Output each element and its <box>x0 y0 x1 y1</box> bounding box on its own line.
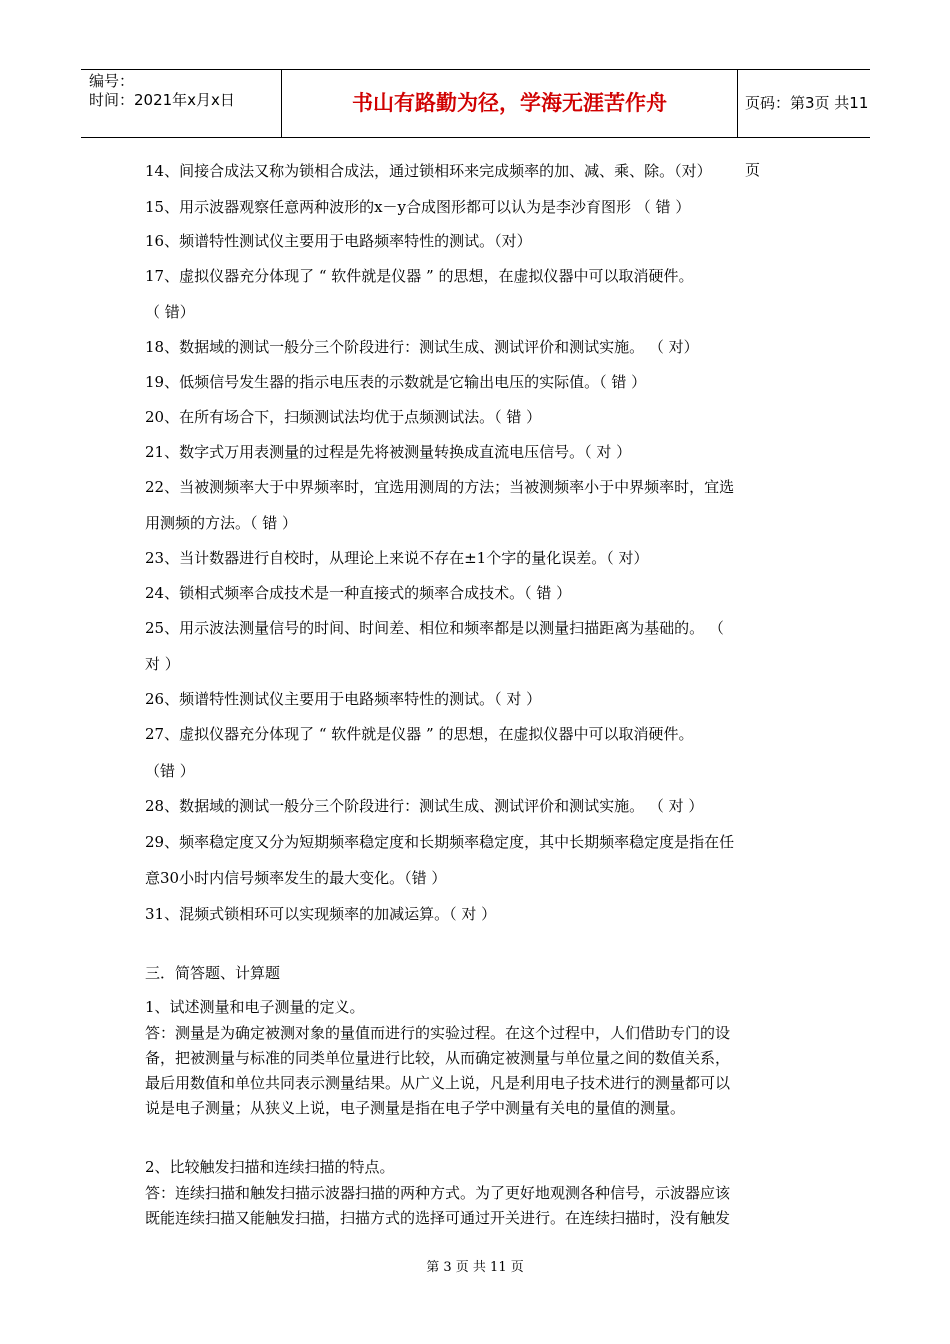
item-18: 18、数据域的测试一般分三个阶段进行：测试生成、测试评价和测试实施。 （ 对） <box>145 338 699 356</box>
item-31: 31、混频式锁相环可以实现频率的加减运算。（ 对 ） <box>145 905 497 923</box>
number-label: 编号： <box>89 72 135 90</box>
item-14: 14、间接合成法又称为锁相合成法，通过锁相环来完成频率的加、减、乘、除。（对） <box>145 162 712 180</box>
item-15: 15、用示波器观察任意两种波形的x－y合成图形都可以认为是李沙育图形 （ 错 ） <box>145 198 691 216</box>
section-heading: 三．简答题、计算题 <box>145 964 281 982</box>
item-22: 22、当被测频率大于中界频率时，宜选用测周的方法；当被测频率小于中界频率时，宜选 <box>145 478 735 496</box>
answer-1-line-1: 答：测量是为确定被测对象的量值而进行的实验过程。在这个过程中，人们借助专门的设 <box>145 1024 731 1042</box>
item-17-cont: （ 错） <box>145 303 195 321</box>
answer-2-line-1: 答：连续扫描和触发扫描示波器扫描的两种方式。为了更好地观测各种信号，示波器应该 <box>145 1184 731 1202</box>
item-27: 27、虚拟仪器充分体现了 “ 软件就是仪器 ” 的思想，在虚拟仪器中可以取消硬件。 <box>145 725 694 743</box>
item-16: 16、频谱特性测试仪主要用于电路频率特性的测试。（对） <box>145 232 532 250</box>
answer-1-line-3: 最后用数值和单位共同表示测量结果。从广义上说，凡是利用电子技术进行的测量都可以 <box>145 1074 731 1092</box>
question-1: 1、试述测量和电子测量的定义。 <box>145 998 365 1016</box>
item-28: 28、数据域的测试一般分三个阶段进行：测试生成、测试评价和测试实施。 （ 对 ） <box>145 797 704 815</box>
page-footer: 第 3 页 共 11 页 <box>426 1260 524 1275</box>
item-21: 21、数字式万用表测量的过程是先将被测量转换成直流电压信号。（ 对 ） <box>145 443 632 461</box>
item-25: 25、用示波法测量信号的时间、时间差、相位和频率都是以测量扫描距离为基础的。 （ <box>145 619 724 637</box>
question-2: 2、比较触发扫描和连续扫描的特点。 <box>145 1158 395 1176</box>
item-22-cont: 用测频的方法。（ 错 ） <box>145 514 298 532</box>
header-page-info: 页码：第3页 共11页 <box>745 94 869 179</box>
answer-1-line-4: 说是电子测量；从狭义上说，电子测量是指在电子学中测量有关电的量值的测量。 <box>145 1099 686 1117</box>
item-26: 26、频谱特性测试仪主要用于电路频率特性的测试。（ 对 ） <box>145 690 542 708</box>
item-17: 17、虚拟仪器充分体现了 “ 软件就是仪器 ” 的思想，在虚拟仪器中可以取消硬件。 <box>145 267 694 285</box>
item-25-cont: 对 ） <box>145 655 180 673</box>
time-label: 时间：2021年x月x日 <box>89 91 235 109</box>
item-29-cont: 意30小时内信号频率发生的最大变化。（错 ） <box>145 869 447 887</box>
answer-1-line-2: 备，把被测量与标准的同类单位量进行比较，从而确定被测量与单位量之间的数值关系， <box>145 1049 731 1067</box>
item-24: 24、锁相式频率合成技术是一种直接式的频率合成技术。（ 错 ） <box>145 584 572 602</box>
header-meta <box>81 70 282 137</box>
header-motto: 书山有路勤为径，学海无涯苦作舟 <box>282 70 738 137</box>
answer-2-line-2: 既能连续扫描又能触发扫描，扫描方式的选择可通过开关进行。在连续扫描时，没有触发 <box>145 1209 731 1227</box>
item-19: 19、低频信号发生器的指示电压表的示数就是它输出电压的实际值。（ 错 ） <box>145 373 647 391</box>
item-27-cont: （错 ） <box>145 762 195 780</box>
item-29: 29、频率稳定度又分为短期频率稳定度和长期频率稳定度，其中长期频率稳定度是指在任 <box>145 833 735 851</box>
item-20: 20、在所有场合下，扫频测试法均优于点频测试法。（ 错 ） <box>145 408 542 426</box>
item-23: 23、当计数器进行自校时，从理论上来说不存在±1个字的量化误差。（ 对） <box>145 549 649 567</box>
